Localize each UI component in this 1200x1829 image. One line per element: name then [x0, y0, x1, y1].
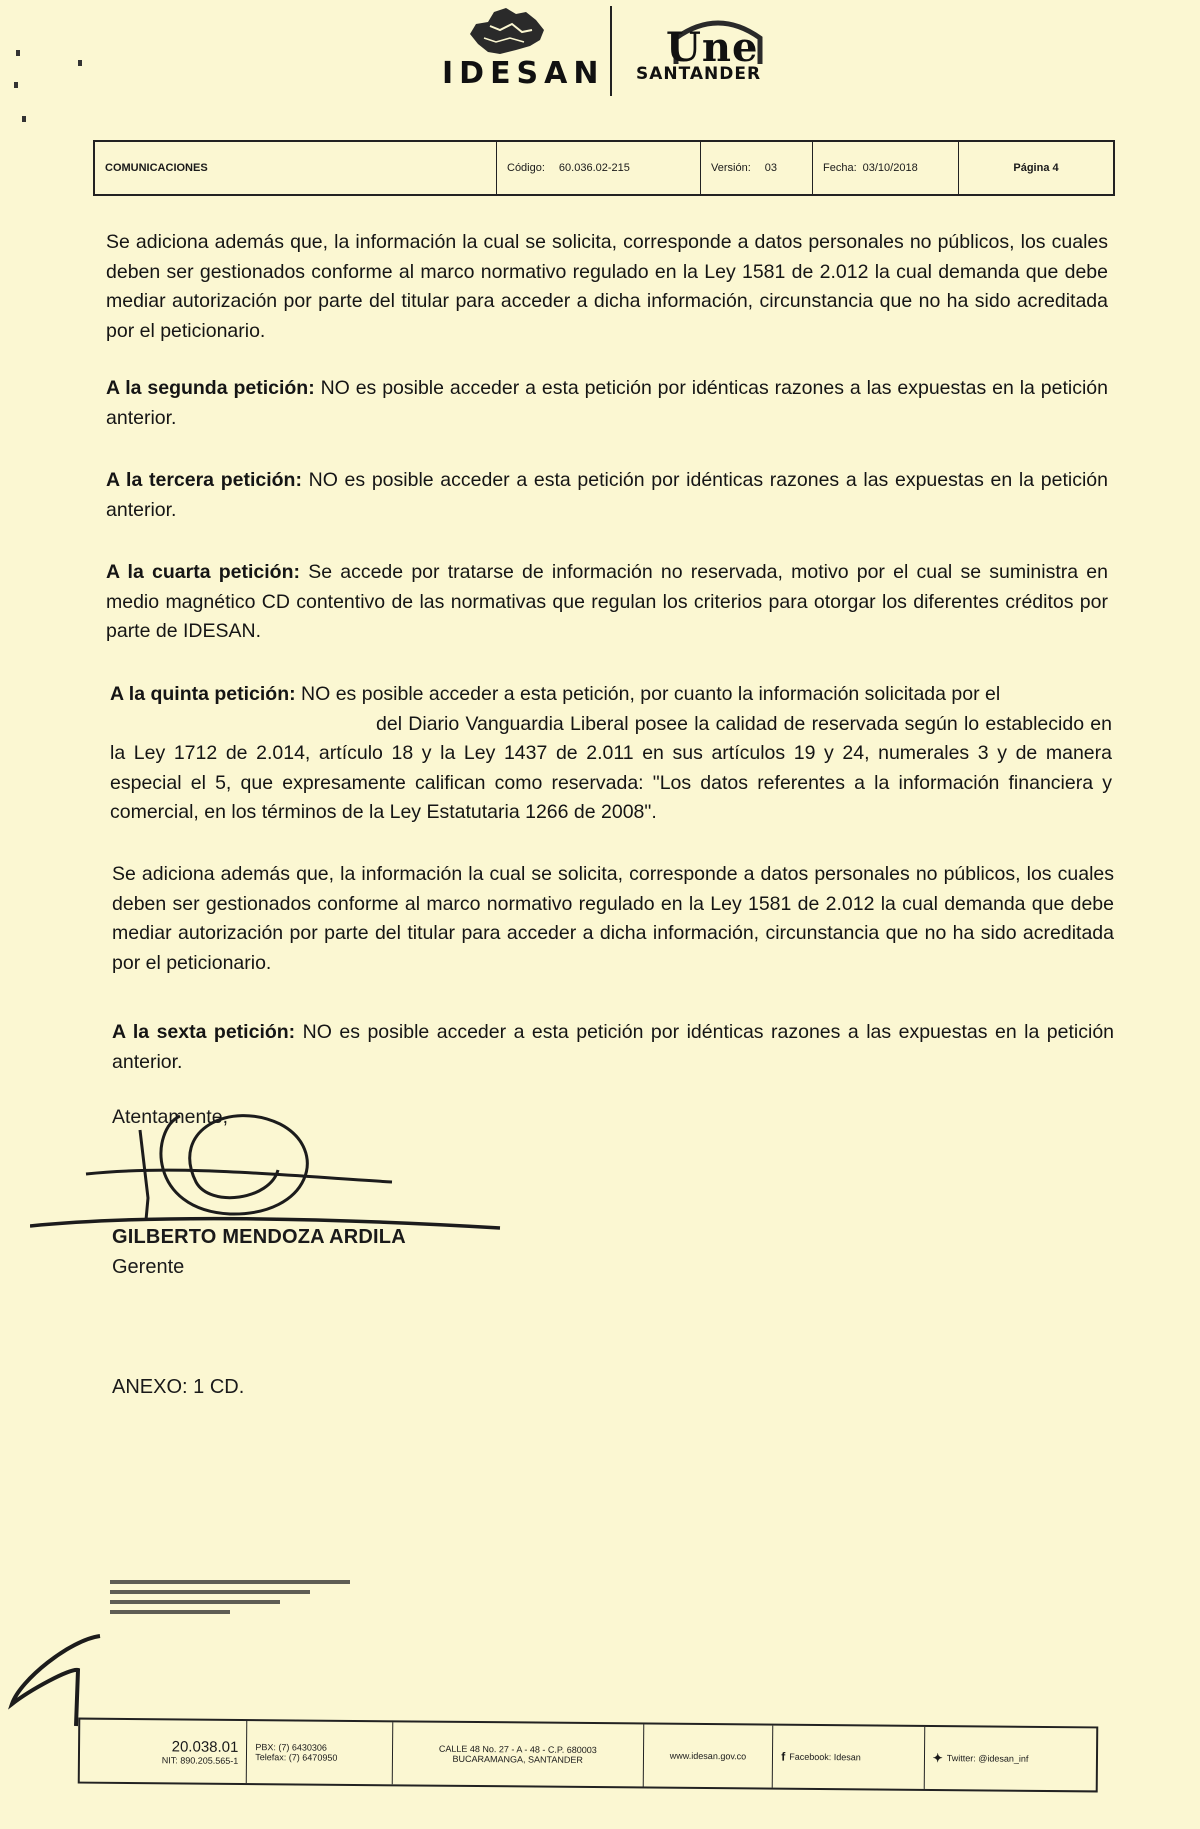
footer-website[interactable]: www.idesan.gov.co: [669, 1750, 747, 1762]
paragraph-text: del Diario Vanguardia Liberal posee la calidad de reservada según lo establecido en la Ley 1712 de 2.014, artículo 18 y la Ley 1437 de 2.011 en sus artículos 19 y 24, numerales 3 y de manera especial el 5, que expresamente califican como reservada: "Los datos referentes a la información financiera y comercial, en los términos de la Ley Estatutaria 1266 de 2008".: [110, 712, 1112, 823]
paragraph-second-petition: [106, 374, 1108, 433]
footer-twitter[interactable]: Twitter: @idesan_inf: [946, 1753, 1029, 1764]
une-logo-text: Une: [666, 24, 759, 71]
page-number: Página 4: [1013, 162, 1059, 174]
date-label: Fecha:: [823, 162, 857, 174]
paragraph-third-petition: [106, 466, 1108, 525]
document-header-table: [93, 140, 1115, 196]
header-version: [701, 142, 813, 194]
footer-address-line2: BUCARAMANGA, SANTANDER: [452, 1753, 583, 1765]
header-logos: [380, 0, 840, 110]
margin-mark: [22, 116, 26, 122]
petition-heading: A la sexta petición:: [112, 1021, 296, 1043]
code-label: Código:: [507, 162, 545, 174]
header-area: [95, 142, 497, 194]
handwritten-initial: [0, 1620, 180, 1730]
signer-role: Gerente: [112, 1256, 185, 1278]
version-label: Versión:: [711, 162, 751, 174]
paragraph-text: Se accede por tratarse de información no reservada, motivo por el cual se suministra en medio magnético CD contentivo de las normativas que regulan los criterios para otorgar los diferentes créditos por parte de IDESAN.: [106, 561, 1108, 642]
footer-twitter-cell: [924, 1727, 1096, 1790]
signer-name: GILBERTO MENDOZA ARDILA: [112, 1226, 406, 1248]
paragraph-fourth-petition: [106, 558, 1108, 647]
idesan-logo-text: IDESAN: [442, 56, 605, 91]
header-date: [813, 142, 959, 194]
footer-phones-cell: [247, 1721, 393, 1784]
closing-salutation: Atentamente,: [112, 1106, 228, 1128]
annex-note: ANEXO: 1 CD.: [112, 1376, 245, 1398]
footer-address-cell: [393, 1722, 645, 1786]
petition-heading: A la cuarta petición:: [106, 561, 300, 583]
footer-facebook-cell: [773, 1726, 925, 1789]
header-page: [959, 142, 1113, 194]
une-santander-logo: [628, 0, 828, 100]
margin-mark: [14, 82, 18, 88]
paragraph-1: [106, 228, 1108, 346]
paragraph-text: NO es posible acceder a esta petición por idénticas razones a las expuestas en la petición anterior.: [106, 469, 1108, 521]
footer-web-cell: [643, 1724, 773, 1787]
paragraph-6: [112, 860, 1114, 978]
idesan-logo: [412, 0, 605, 100]
paragraph-sixth-petition: [112, 1018, 1114, 1077]
footer-fax: Telefax: (7) 6470950: [255, 1752, 338, 1763]
logo-divider: [610, 6, 612, 96]
paragraph-text: NO es posible acceder a esta petición por idénticas razones a las expuestas en la petición anterior.: [106, 377, 1108, 429]
santander-logo-text: SANTANDER: [636, 64, 762, 84]
facebook-icon: f: [781, 1749, 786, 1764]
santander-map-icon: [460, 4, 552, 60]
footer-code: 20.038.01: [171, 1737, 239, 1756]
paragraph-text: Se adiciona además que, la información la cual se solicita, corresponde a datos personales no públicos, los cuales deben ser gestionados conforme al marco normativo regulado en la Ley 1581 de 2.012 la cual demanda que debe mediar autorización por parte del titular para acceder a dicha información, circunstancia que no ha sido acreditada por el peticionario.: [112, 863, 1114, 974]
twitter-icon: ✦: [932, 1751, 943, 1766]
footer-address-line1: CALLE 48 No. 27 - A - 48 - C.P. 680003: [438, 1743, 597, 1756]
footer-nit: NIT: 890.205.565-1: [161, 1754, 239, 1766]
paragraph-fifth-petition: [110, 680, 1112, 828]
paragraph-text: Se adiciona además que, la información la cual se solicita, corresponde a datos personales no públicos, los cuales deben ser gestionados conforme al marco normativo regulado en la Ley 1581 de 2.012 la cual demanda que debe mediar autorización por parte del titular para acceder a dicha información, circunstancia que no ha sido acreditada por el peticionario.: [106, 231, 1108, 342]
header-code: [497, 142, 701, 194]
petition-heading: A la quinta petición:: [110, 683, 296, 705]
paragraph-text: NO es posible acceder a esta petición, por cuanto la información solicitada por el: [295, 683, 1001, 705]
version-value: 03: [764, 162, 777, 174]
footer-code-cell: [80, 1720, 248, 1783]
date-value: 03/10/2018: [862, 162, 918, 174]
footer-facebook[interactable]: Facebook: Idesan: [789, 1751, 861, 1763]
footer-pbx: PBX: (7) 6430306: [255, 1742, 328, 1753]
petition-heading: A la segunda petición:: [106, 377, 315, 399]
footer-contact-table: [78, 1718, 1099, 1793]
paragraph-text: NO es posible acceder a esta petición por idénticas razones a las expuestas en la petición anterior.: [112, 1021, 1115, 1073]
margin-mark: [16, 50, 20, 56]
margin-mark: [78, 60, 82, 66]
header-area-text: COMUNICACIONES: [105, 162, 208, 174]
code-value: 60.036.02-215: [558, 162, 630, 174]
petition-heading: A la tercera petición:: [106, 469, 302, 491]
